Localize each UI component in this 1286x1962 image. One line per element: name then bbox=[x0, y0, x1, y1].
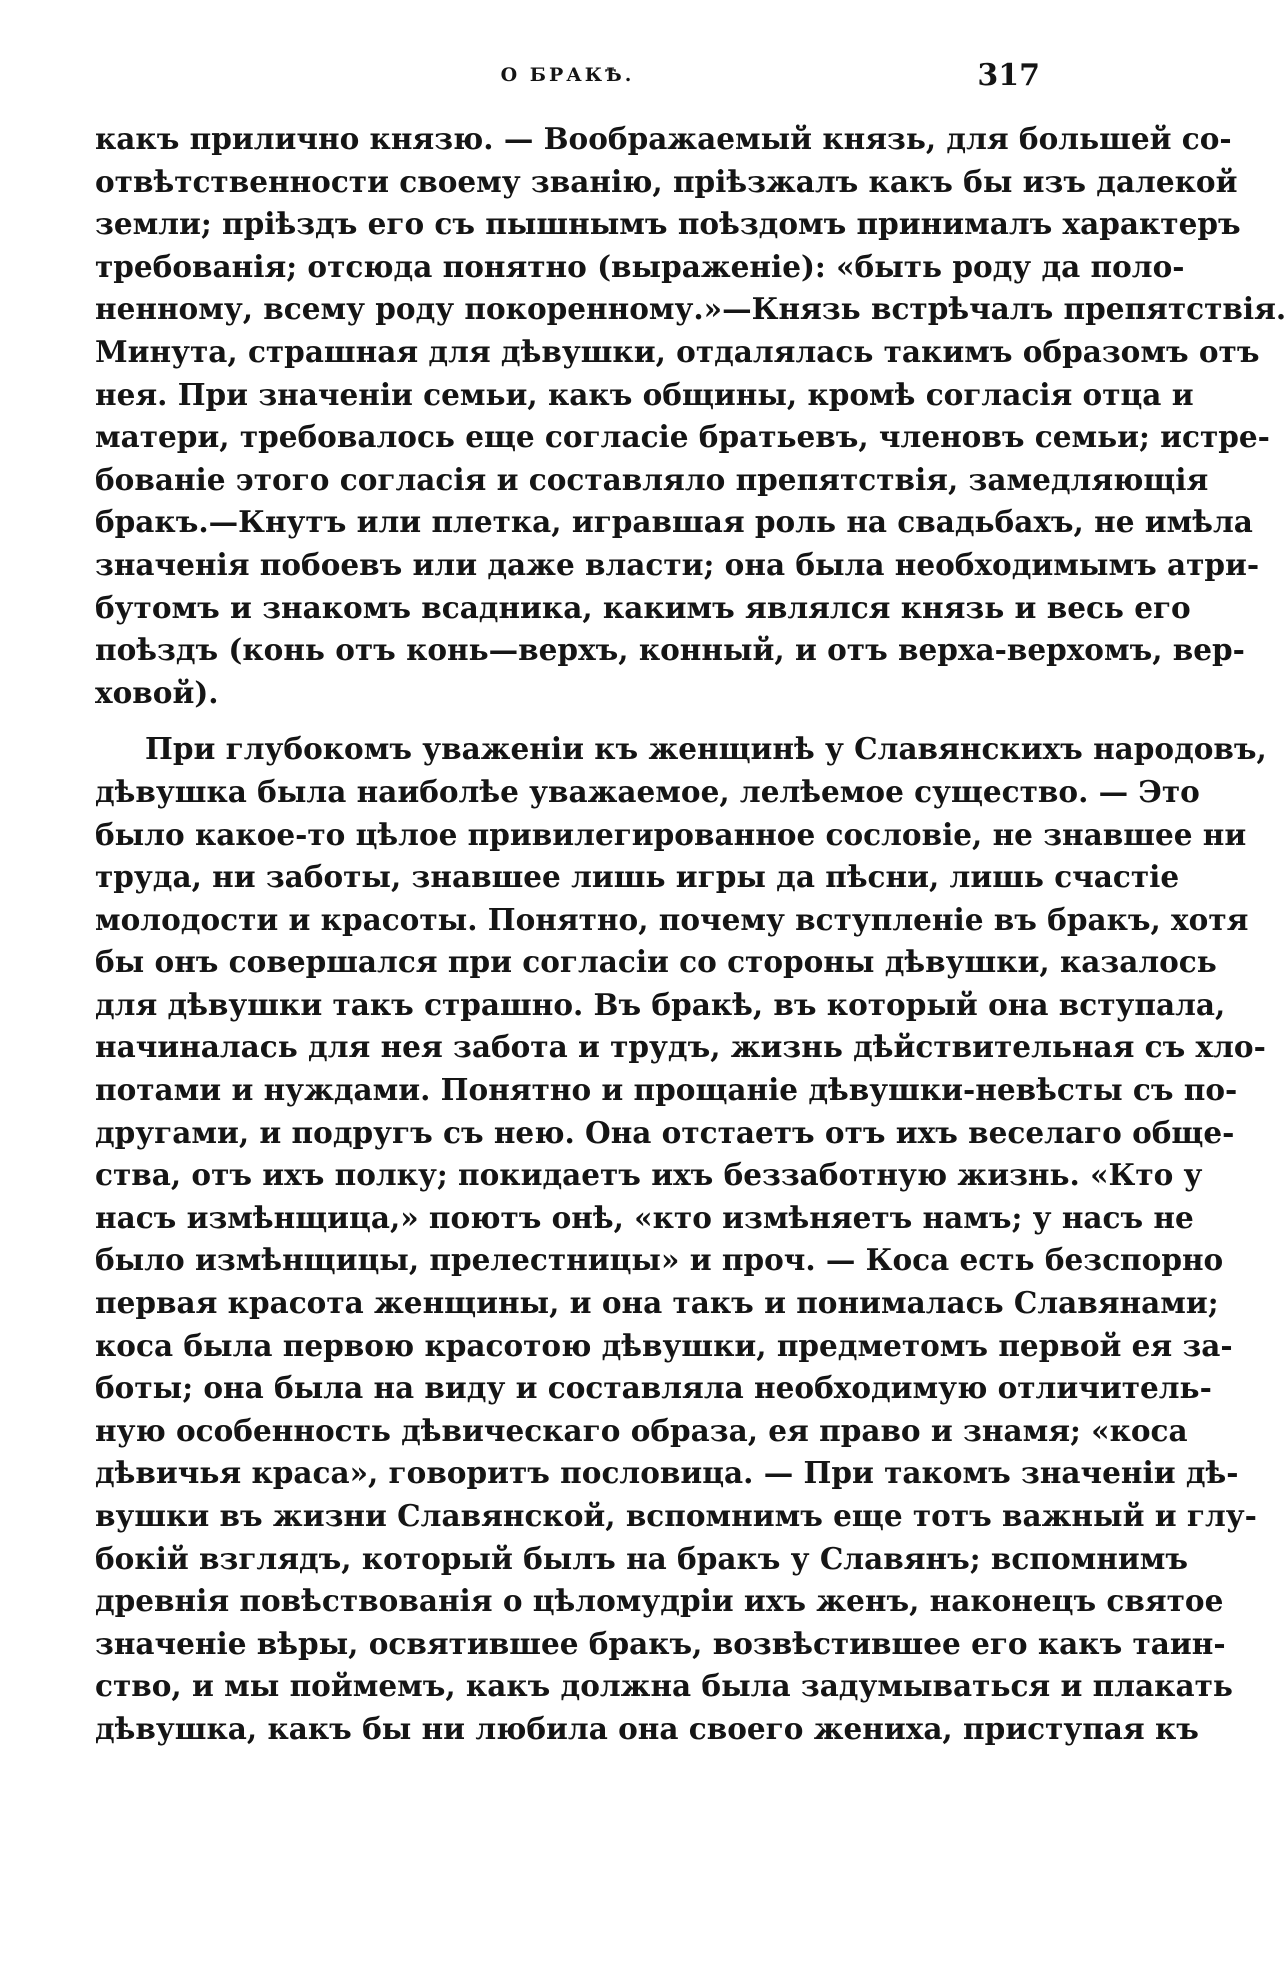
text-line: значеніе вѣры, освятившее бракъ, возвѣстившее его какъ таин- bbox=[95, 1625, 1226, 1661]
text-line: ства, отъ ихъ полку; покидаетъ ихъ беззаботную жизнь. «Кто у bbox=[95, 1157, 1203, 1193]
text-line: первая красота женщины, и она такъ и понималась Славянами; bbox=[95, 1285, 1219, 1321]
text-line: молодости и красоты. Понятно, почему вступленіе въ бракъ, хотя bbox=[95, 901, 1249, 937]
text-line: земли; пріѣздъ его съ пышнымъ поѣздомъ принималъ характеръ bbox=[95, 206, 1241, 242]
text-line: поѣздъ (конь отъ конь—верхъ, конный, и отъ верха-верхомъ, вер- bbox=[95, 632, 1245, 668]
paragraph bbox=[95, 728, 1267, 1750]
text-line: бракъ.—Кнутъ или плетка, игравшая роль на свадьбахъ, не имѣла bbox=[95, 504, 1253, 540]
text-line: труда, ни заботы, знавшее лишь игры да пѣсни, лишь счастіе bbox=[95, 859, 1180, 895]
text-line: матери, требовалось еще согласіе братьевъ, членовъ семьи; истре- bbox=[95, 419, 1270, 455]
text-line: ную особенность дѣвическаго образа, ея право и знамя; «коса bbox=[95, 1412, 1188, 1448]
text-line: насъ измѣнщица,» поютъ онѣ, «кто измѣняетъ намъ; у насъ не bbox=[95, 1199, 1194, 1235]
text-line: потами и нуждами. Понятно и прощаніе дѣвушки-невѣсты съ по- bbox=[95, 1072, 1238, 1108]
paragraph bbox=[95, 118, 1286, 714]
page-number: 317 bbox=[977, 58, 1040, 93]
text-line: начиналась для нея забота и трудъ, жизнь дѣйствительная съ хло- bbox=[95, 1029, 1266, 1065]
text-line: ховой). bbox=[95, 674, 219, 710]
text-line: бутомъ и знакомъ всадника, какимъ являлся князь и весь его bbox=[95, 589, 1191, 625]
running-title: О БРАКѢ. bbox=[500, 64, 635, 86]
running-head bbox=[95, 58, 1040, 98]
text-line: бованіе этого согласія и составляло препятствія, замедляющія bbox=[95, 461, 1209, 497]
text-line: требованія; отсюда понятно (выраженіе): «быть роду да поло- bbox=[95, 248, 1185, 284]
text-line: древнія повѣствованія о цѣломудріи ихъ женъ, наконецъ святое bbox=[95, 1583, 1224, 1619]
text-line: было какое-то цѣлое привилегированное сословіе, не знавшее ни bbox=[95, 816, 1247, 852]
text-line: вушки въ жизни Славянской, вспомнимъ еще тотъ важный и глу- bbox=[95, 1498, 1257, 1533]
text-line: При глубокомъ уваженіи къ женщинѣ у Славянскихъ народовъ, bbox=[145, 731, 1267, 767]
text-line: боты; она была на виду и составляла необходимую отличитель- bbox=[95, 1370, 1212, 1406]
text-line: дѣвушка была наиболѣе уважаемое, лелѣемое существо. — Это bbox=[95, 773, 1200, 809]
text-line: ненному, всему роду покоренному.»—Князь встрѣчалъ препятствія. bbox=[95, 291, 1286, 327]
paragraph-gap bbox=[95, 714, 1040, 728]
text-line: дѣвичья краса», говоритъ пословица. — При такомъ значеніи дѣ- bbox=[95, 1455, 1239, 1491]
text-line: было измѣнщицы, прелестницы» и проч. — Коса есть безспорно bbox=[95, 1242, 1224, 1278]
text-line: другами, и подругъ съ нею. Она отстаетъ отъ ихъ веселаго обще- bbox=[95, 1114, 1235, 1150]
text-line: для дѣвушки такъ страшно. Въ бракѣ, въ который она вступала, bbox=[95, 986, 1226, 1022]
text-line: коса была первою красотою дѣвушки, предметомъ первой ея за- bbox=[95, 1327, 1233, 1363]
text-line: нея. При значеніи семьи, какъ общины, кромѣ согласія отца и bbox=[95, 376, 1194, 412]
text-line: бокій взглядъ, который былъ на бракъ у Славянъ; вспомнимъ bbox=[95, 1540, 1188, 1576]
text-line: отвѣтственности своему званію, пріѣзжалъ какъ бы изъ далекой bbox=[95, 163, 1238, 199]
text-line: дѣвушка, какъ бы ни любила она своего жениха, приступая къ bbox=[95, 1710, 1199, 1746]
text-line: значенія побоевъ или даже власти; она была необходимымъ атри- bbox=[95, 546, 1260, 582]
text-line: какъ прилично князю. — Воображаемый князь, для большей со- bbox=[95, 121, 1232, 156]
body-text bbox=[95, 118, 1286, 1751]
text-line: Минута, страшная для дѣвушки, отдалялась такимъ образомъ отъ bbox=[95, 333, 1260, 369]
text-line: бы онъ совершался при согласіи со стороны дѣвушки, казалось bbox=[95, 944, 1217, 980]
text-line: ство, и мы поймемъ, какъ должна была задумываться и плакать bbox=[95, 1668, 1233, 1704]
